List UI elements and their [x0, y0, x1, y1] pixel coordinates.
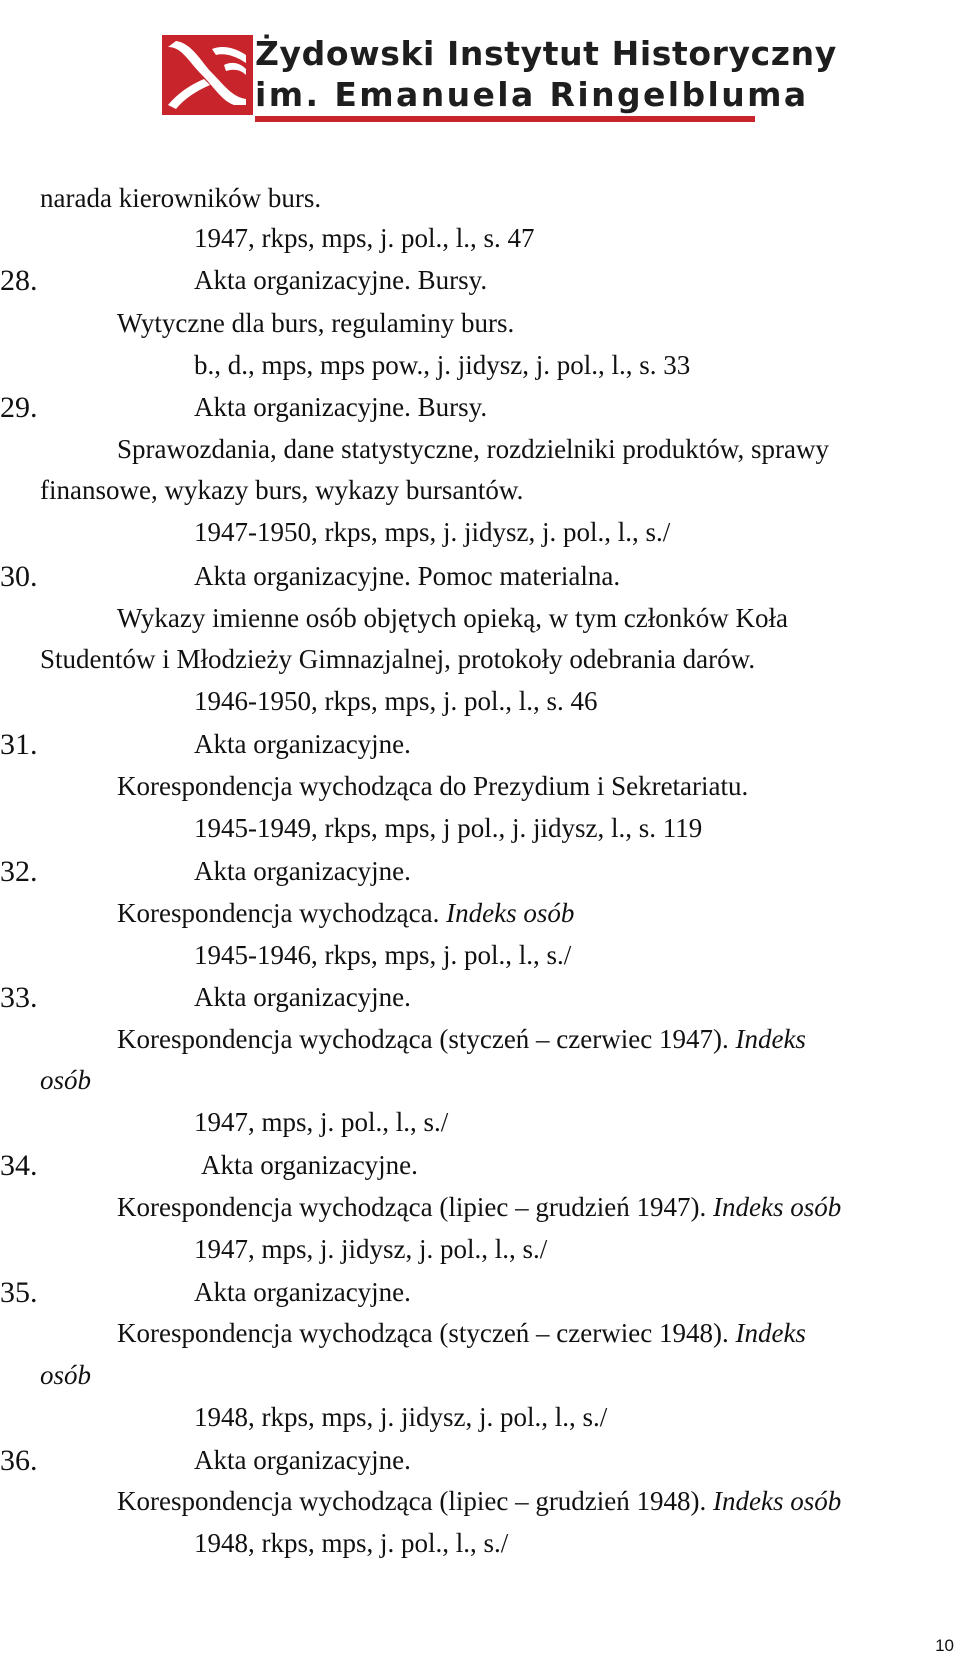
entry-35-description-text: Korespondencja wychodząca (styczeń – czerwiec 1948). [117, 1318, 729, 1348]
entry-28-description: Wytyczne dla burs, regulaminy burs. [117, 308, 515, 338]
institute-logo [162, 32, 837, 126]
entry-29-metadata: 1947-1950, rkps, mps, j. jidysz, j. pol., l., s./ [194, 517, 671, 547]
entry-33-number: 33. [0, 981, 38, 1014]
entry-36-heading: Akta organizacyjne. [194, 1445, 411, 1475]
entry-30-metadata: 1946-1950, rkps, mps, j. pol., l., s. 46 [194, 686, 598, 716]
entry-31-metadata: 1945-1949, rkps, mps, j pol., j. jidysz, l., s. 119 [194, 813, 703, 843]
entry-32-index-note: Indeks osób [446, 898, 575, 928]
entry-34-description-text: Korespondencja wychodząca (lipiec – grudzień 1947). [117, 1192, 707, 1222]
entry-35-heading: Akta organizacyjne. [194, 1277, 411, 1307]
entry-34-index-note: Indeks osób [713, 1192, 842, 1222]
entry-33-description [117, 1023, 806, 1055]
entry-34-number: 34. [0, 1149, 38, 1182]
entry-31-description: Korespondencja wychodząca do Prezydium i Sekretariatu. [117, 771, 749, 801]
entry-33-index-note: Indeks [735, 1024, 806, 1054]
jhi-emblem-icon [162, 35, 253, 115]
entry-32-description [117, 897, 574, 929]
entry-35-index-note-cont: osób [40, 1360, 92, 1390]
entry-34-heading: Akta organizacyjne. [201, 1150, 418, 1180]
entry-30-number: 30. [0, 560, 38, 593]
entry-34-metadata: 1947, mps, j. jidysz, j. pol., l., s./ [194, 1234, 548, 1264]
entry-33-description-text: Korespondencja wychodząca (styczeń – czerwiec 1947). [117, 1024, 729, 1054]
entry-28-metadata: b., d., mps, mps pow., j. jidysz, j. pol., l., s. 33 [194, 350, 691, 380]
entry-36-index-note: Indeks osób [713, 1486, 842, 1516]
entry-36-description [117, 1485, 841, 1517]
entry-36-description-text: Korespondencja wychodząca (lipiec – grudzień 1948). [117, 1486, 707, 1516]
entry-33-index-note-cont: osób [40, 1065, 92, 1095]
entry-36-metadata: 1948, rkps, mps, j. pol., l., s./ [194, 1528, 509, 1558]
entry-35-number: 35. [0, 1276, 38, 1309]
entry-31-number: 31. [0, 728, 38, 761]
entry-30-description-line2: Studentów i Młodzieży Gimnazjalnej, protokoły odebrania darów. [40, 644, 756, 674]
entry-33-metadata: 1947, mps, j. pol., l., s./ [194, 1107, 449, 1137]
page-number: 10 [935, 1636, 954, 1655]
entry-28-number: 28. [0, 264, 38, 297]
entry-29-heading: Akta organizacyjne. Bursy. [194, 392, 488, 422]
entry-33-heading: Akta organizacyjne. [194, 982, 411, 1012]
logo-title-line2: im. Emanuela Ringelbluma [255, 75, 809, 114]
entry-27-description: narada kierowników burs. [40, 183, 322, 213]
entry-35-description [117, 1317, 806, 1349]
entry-34-description [117, 1191, 841, 1223]
entry-27-metadata: 1947, rkps, mps, j. pol., l., s. 47 [194, 223, 535, 253]
entry-30-heading: Akta organizacyjne. Pomoc materialna. [194, 561, 621, 591]
entry-29-description-line1: Sprawozdania, dane statystyczne, rozdzielniki produktów, sprawy [117, 434, 830, 464]
entry-31-heading: Akta organizacyjne. [194, 729, 411, 759]
entry-35-index-note: Indeks [735, 1318, 806, 1348]
logo-red-rule [255, 116, 755, 122]
entry-32-description-text: Korespondencja wychodząca. [117, 898, 440, 928]
entry-28-heading: Akta organizacyjne. Bursy. [194, 265, 488, 295]
entry-32-number: 32. [0, 855, 38, 888]
entry-32-metadata: 1945-1946, rkps, mps, j. pol., l., s./ [194, 940, 572, 970]
entry-36-number: 36. [0, 1444, 38, 1477]
entry-32-heading: Akta organizacyjne. [194, 856, 411, 886]
entry-29-number: 29. [0, 391, 38, 424]
entry-29-description-line2: finansowe, wykazy burs, wykazy bursantów. [40, 475, 524, 505]
logo-title-line1: Żydowski Instytut Historyczny [255, 34, 837, 73]
entry-35-metadata: 1948, rkps, mps, j. jidysz, j. pol., l., s./ [194, 1402, 608, 1432]
entry-30-description-line1: Wykazy imienne osób objętych opieką, w tym członków Koła [117, 603, 788, 633]
